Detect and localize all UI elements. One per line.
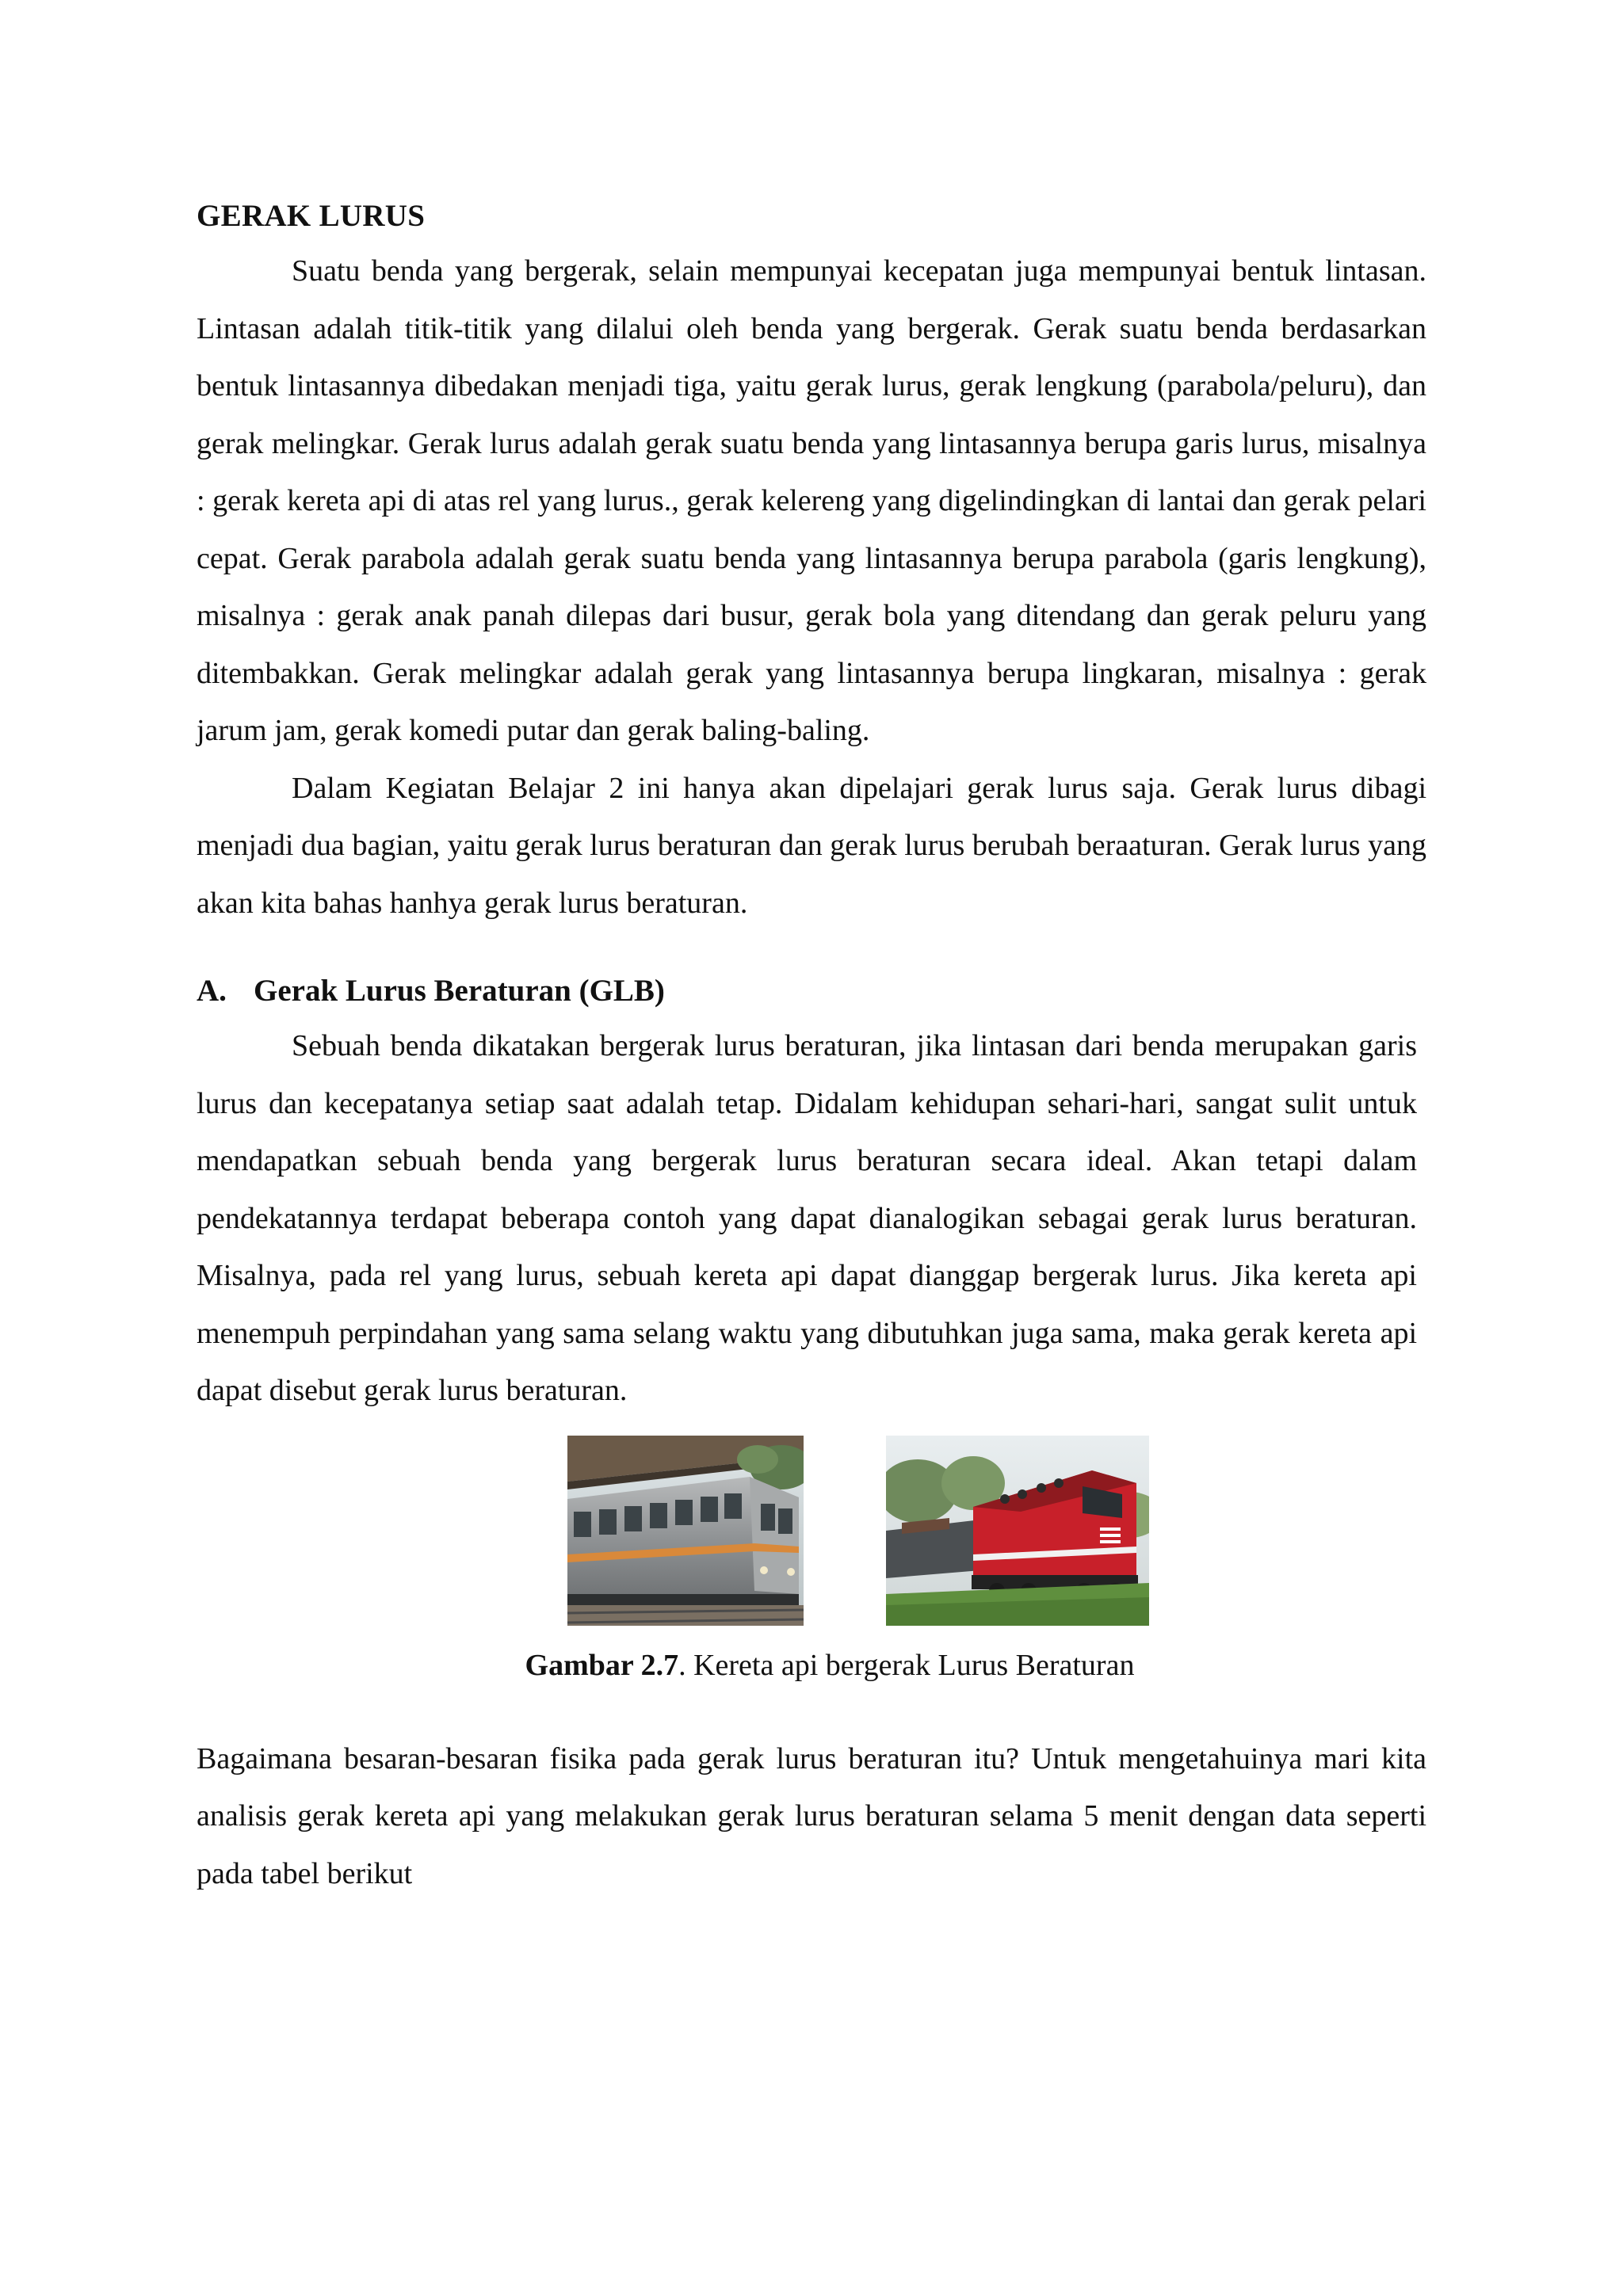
intro-paragraph-1: Suatu benda yang bergerak, selain mempunyai kecepatan juga mempunyai bentuk lintasan. Lintasan adalah titik-titik yang dilalui oleh benda yang bergerak. Gerak suatu benda berdasarkan bentuk lintasannya dibedakan menjadi tiga, yaitu gerak lurus, gerak lengkung (parabola/peluru), dan gerak melingkar. Gerak lurus adalah gerak suatu benda yang lintasannya berupa garis lurus, misalnya : gerak kereta api di atas rel yang lurus., gerak kelereng yang digelindingkan di lantai dan gerak pelari cepat. Gerak parabola adalah gerak suatu benda yang lintasannya berupa parabola (garis lengkung), misalnya : gerak anak panah dilepas dari busur, gerak bola yang ditendang dan gerak peluru yang ditembakkan. Gerak melingkar adalah gerak yang lintasannya berupa lingkaran, misalnya : gerak jarum jam, gerak komedi putar dan gerak baling-baling. <box>197 254 1426 747</box>
section-title: Gerak Lurus Beraturan (GLB) <box>254 974 665 1008</box>
section-paragraph: Sebuah benda dikatakan bergerak lurus beraturan, jika lintasan dari benda merupakan garis lurus dan kecepatanya setiap saat adalah tetap. Didalam kehidupan sehari-hari, sangat sulit untuk mendapatkan sebuah benda yang bergerak lurus beraturan secara ideal. Akan tetapi dalam pendekatannya terdapat beberapa contoh yang dapat dianalogikan sebagai gerak lurus beraturan. Misalnya, pada rel yang lurus, sebuah kereta api dapat dianggap bergerak lurus. Jika kereta api menempuh perpindahan yang sama selang waktu yang dibutuhkan juga sama, maka gerak kereta api dapat disebut gerak lurus beraturan. <box>197 1029 1417 1407</box>
figure-caption-label: Gambar 2.7 <box>525 1648 679 1682</box>
closing-paragraph: Bagaimana besaran-besaran fisika pada gerak lurus beraturan itu? Untuk mengetahuinya mari kita analisis gerak kereta api yang melakukan gerak lurus beraturan selama 5 menit dengan data seperti pada tabel berikut <box>197 1741 1426 1890</box>
figure-caption <box>197 1642 1426 1689</box>
figure-caption-text: . Kereta api bergerak Lurus Beraturan <box>678 1648 1135 1682</box>
intro-paragraph-2: Dalam Kegiatan Belajar 2 ini hanya akan dipelajari gerak lurus saja. Gerak lurus dibagi menjadi dua bagian, yaitu gerak lurus beraturan dan gerak lurus berubah beraaturan. Gerak lurus yang akan kita bahas hanhya gerak lurus beraturan. <box>197 771 1426 920</box>
section-heading <box>197 965 1426 1017</box>
commuter-train-photo <box>567 1436 804 1626</box>
section-number: A. <box>197 974 227 1008</box>
figure-images <box>197 1436 1426 1626</box>
page-title: GERAK LURUS <box>197 199 426 233</box>
document-page <box>197 174 1426 1902</box>
locomotive-photo <box>886 1436 1149 1626</box>
